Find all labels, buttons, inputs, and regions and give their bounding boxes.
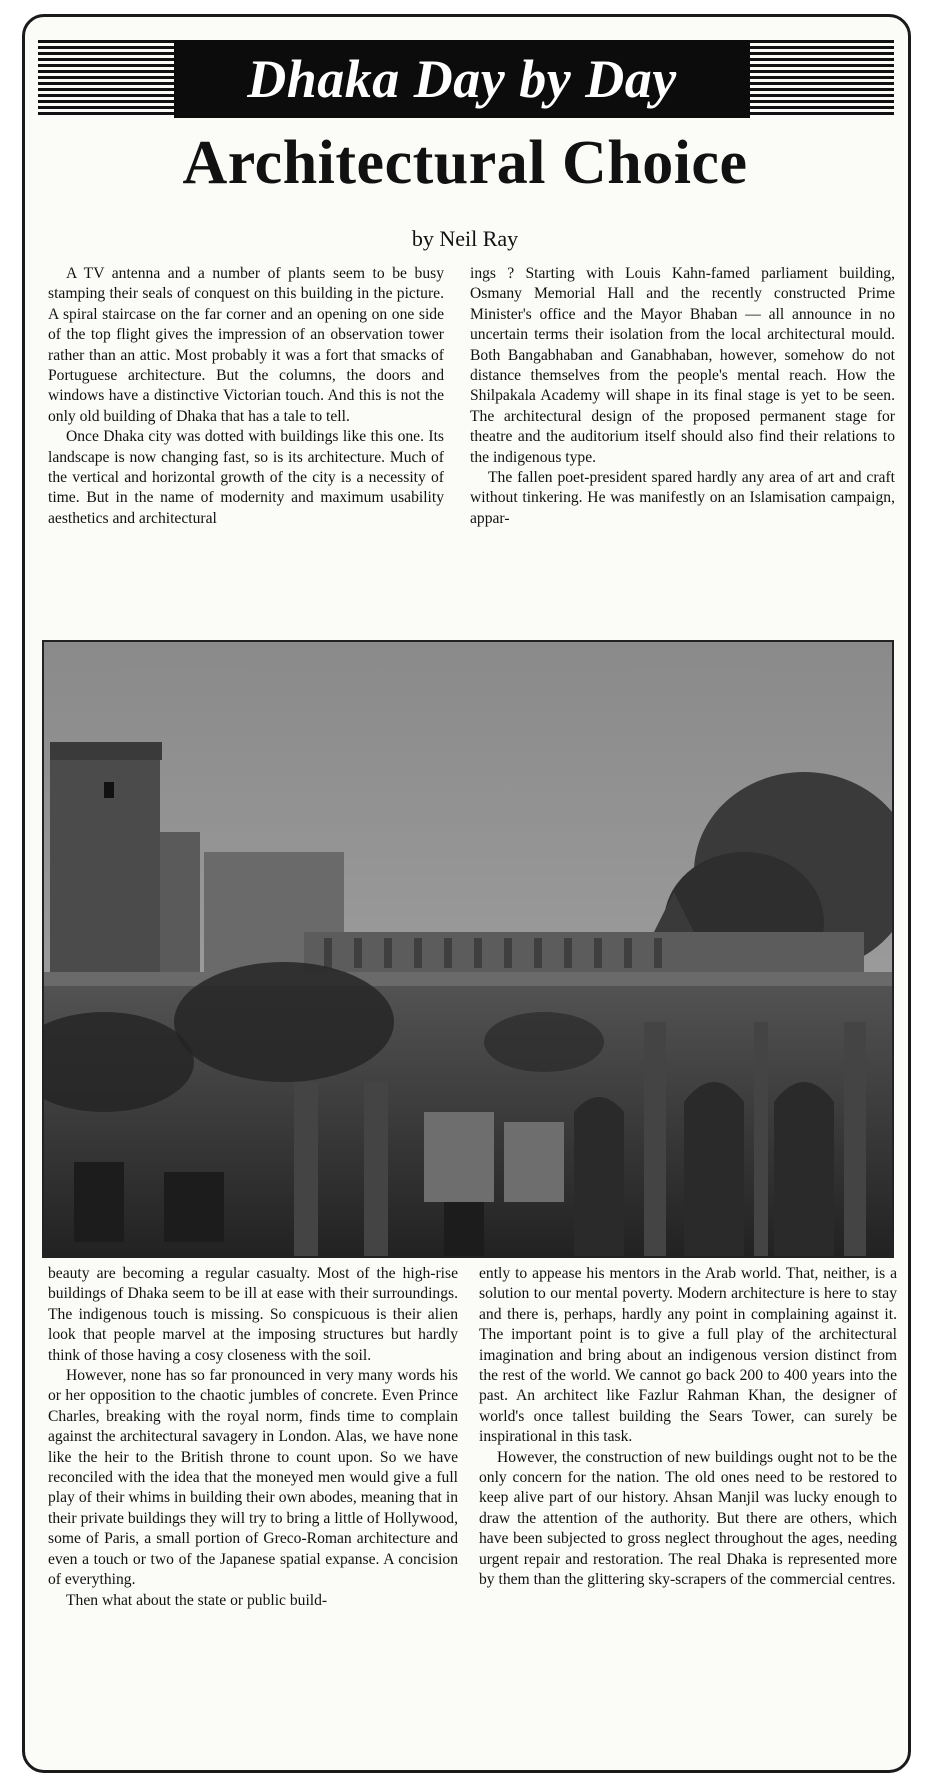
paragraph: Once Dhaka city was dotted with buildings like this one. Its landscape is now changing fast, so is its architecture. Much of the vertical and horizontal growth of the city is a necessity of time. But in the name of modernity and maximum usability aesthetics and architectural bbox=[48, 428, 444, 527]
vegetation bbox=[484, 1012, 604, 1072]
article-headline: Architectural Choice bbox=[182, 129, 748, 197]
paragraph: However, the construction of new buildings ought not to be the only concern for the nation. The old ones need to be restored to keep alive part of our history. Ahsan Manjil was lucky enough to draw the attention of the authority. But there are others, which have been subjected to gross neglect throughout the ages, needing urgent repair and restoration. The real Dhaka is represented more by them than the glittering sky-scrapers of the commercial centres. bbox=[479, 1448, 897, 1589]
building-photograph bbox=[42, 640, 894, 1258]
paragraph: However, none has so far pronounced in very many words his or her opposition to the chaotic jumbles of concrete. Even Prince Charles, breaking with the royal norm, finds time to complain against the architectural savagery in London. Alas, we have none like the heir to the British throne to count upon. So we have reconciled with the idea that the moneyed men would give a full play of their whims in building their own abodes, meaning that in their private buildings they will try to bring a little of Hollywood, some of Paris, a small portion of Greco-Roman architecture and even a touch or two of the Japanese spatial expanse. A concision of everything. bbox=[48, 1367, 458, 1589]
photo-illustration bbox=[44, 642, 892, 1256]
article-column-top-left bbox=[48, 264, 444, 628]
article-column-bottom-left bbox=[48, 1264, 458, 1756]
paragraph: A TV antenna and a number of plants seem to be busy stamping their seals of conquest on this building in the picture. A spiral staircase on the far corner and an opening on one side of the top flight gives the impression of an observation tower rather than an attic. Most probably it was a fort that smacks of Portuguese architecture. But the columns, the doors and windows have a distinctive Victorian touch. And this is not the only old building of Dhaka that has a tale to tell. bbox=[48, 265, 444, 425]
vegetation bbox=[174, 962, 394, 1082]
cornice bbox=[44, 972, 892, 986]
masthead bbox=[174, 40, 750, 118]
paragraph: ently to appease his mentors in the Arab world. That, neither, is a solution to our mental poverty. Modern architecture is here to stay and there is, perhaps, hardly any point in complaining against it. The important point is to give a full play of the architectural imagination and bring about an indigenous version distinct from the rest of the world. We cannot go back 200 to 400 years into the past. An architect like Fazlur Rahman Khan, the designer of world's once tallest building the Sears Tower, can surely be inspirational in this task. bbox=[479, 1265, 897, 1446]
paragraph: ings ? Starting with Louis Kahn-famed parliament building, Osmany Memorial Hall and the recently constructed Prime Minister's office and the Mayor Bhaban — all announce in no uncertain terms their isolation from the local architectural mould. Both Bangabhaban and Ganabhaban, however, somehow do not distance themselves from the people's mental reach. How the Shilpakala Academy will shape in its final stage is yet to be seen. The architectural design of the proposed permanent stage for theatre and the auditorium itself should also find their relations to the indigenous type. bbox=[470, 265, 895, 466]
article-column-bottom-right bbox=[479, 1264, 897, 1756]
column-title: Dhaka Day by Day bbox=[247, 49, 677, 109]
tower-window bbox=[104, 782, 114, 798]
article-column-top-right bbox=[470, 264, 895, 628]
shutters bbox=[424, 1112, 564, 1202]
paragraph: beauty are becoming a regular casualty. Most of the high-rise buildings of Dhaka seem to be ill at ease with their surroundings. The indigenous touch is missing. So conspicuous is their alien look that people marvel at the imposing structures but hardly think of those having a cosy closeness with the soil. bbox=[48, 1265, 458, 1364]
paragraph: The fallen poet-president spared hardly any area of art and craft without tinkering. He was manifestly on an Islamisation campaign, appar- bbox=[470, 469, 895, 527]
paragraph: Then what about the state or public build- bbox=[66, 1591, 328, 1609]
tower-cap bbox=[50, 742, 162, 760]
arched-doors bbox=[574, 1082, 834, 1256]
byline: by Neil Ray bbox=[411, 226, 519, 251]
